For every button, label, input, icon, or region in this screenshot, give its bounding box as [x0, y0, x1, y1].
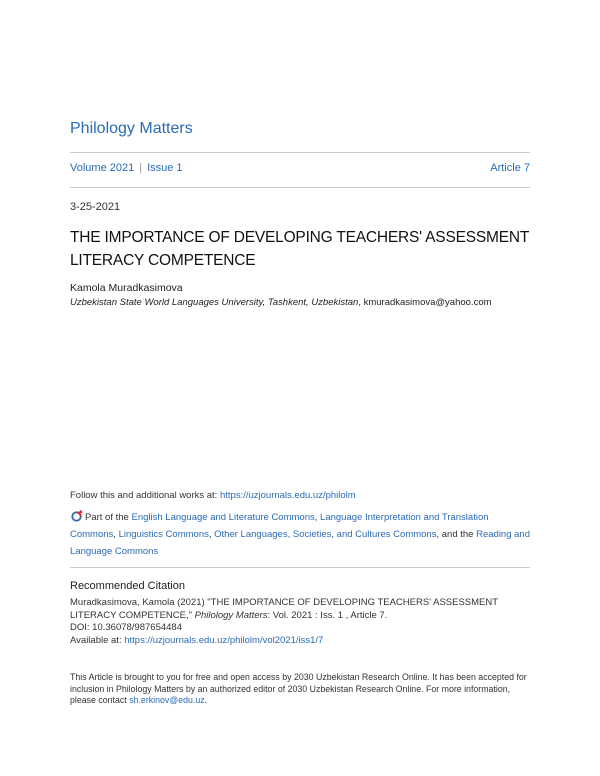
commons-link-other-languages[interactable]: Other Languages, Societies, and Cultures Commons — [214, 529, 437, 540]
affiliation-text: Uzbekistan State World Languages University, Tashkent, Uzbekistan — [70, 297, 359, 308]
access-notice-text: This Article is brought to you for free and open access by 2030 Uzbekistan Research Online. It has been accepted for inclusion in Philology Matters by an authorized editor of 2030 Uzbekistan Research Online. For more information, please contact — [70, 672, 527, 705]
commons-link-linguistics[interactable]: Linguistics Commons — [118, 529, 209, 540]
author-affiliation: Uzbekistan State World Languages University, Tashkent, Uzbekistan, kmuradkasimova@yahoo.com — [70, 297, 492, 308]
author-email: kmuradkasimova@yahoo.com — [363, 297, 492, 308]
digital-commons-network-icon — [70, 510, 83, 522]
commons-link-interpretation[interactable]: Language Interpretation and Translation Commons — [70, 512, 489, 540]
article-url-link[interactable]: https://uzjournals.edu.uz/philolm/vol2021/iss1/7 — [124, 634, 324, 646]
commons-link-english[interactable]: English Language and Literature Commons — [131, 512, 315, 523]
available-label: Available at: — [70, 634, 125, 646]
citation-text: Muradkasimova, Kamola (2021) "THE IMPORTANCE OF DEVELOPING TEACHERS' ASSESSMENT LITERACY COMPETENCE," — [70, 597, 498, 621]
contact-email-link[interactable]: sh.erkinov@edu.uz — [129, 695, 205, 705]
citation-volume: : Vol. 2021 : Iss. 1 , Article 7. — [267, 609, 388, 621]
article-number-link[interactable]: Article 7 — [490, 162, 530, 174]
journal-title-link[interactable]: Philology Matters — [70, 120, 193, 137]
recommended-citation-heading: Recommended Citation — [70, 580, 185, 592]
top-divider — [70, 152, 530, 153]
citation-journal: Philology Matters — [194, 609, 268, 621]
follow-line — [70, 490, 356, 501]
separator: | — [139, 162, 143, 174]
volume-issue-row — [70, 162, 530, 174]
commons-link-reading[interactable]: Reading and Language Commons — [70, 529, 530, 557]
article-title: THE IMPORTANCE OF DEVELOPING TEACHERS' ASSESSMENT LITERACY COMPETENCE — [70, 229, 529, 269]
volume-divider — [70, 187, 530, 188]
volume-link[interactable]: Volume 2021 — [70, 162, 135, 174]
access-notice-end: . — [204, 695, 208, 705]
part-of-prefix: Part of the — [85, 512, 132, 523]
access-notice — [70, 672, 530, 707]
part-of-commons: Part of the English Language and Literature Commons, Language Interpretation and Translation Commons, Linguistics Commons, Other Languages, Societies, and Cultures Commons, and the Reading and Language Commons — [70, 512, 530, 557]
issue-link[interactable]: Issue 1 — [147, 162, 183, 174]
citation-divider — [70, 567, 530, 568]
follow-text: Follow this and additional works at: — [70, 490, 220, 501]
and-the-text: , and the — [436, 529, 477, 540]
author-name: Kamola Muradkasimova — [70, 282, 183, 294]
citation-doi: DOI: 10.36078/987654484 — [70, 622, 182, 633]
publication-date: 3-25-2021 — [70, 201, 121, 213]
citation-block — [70, 597, 530, 647]
repository-link[interactable]: https://uzjournals.edu.uz/philolm — [219, 490, 356, 501]
